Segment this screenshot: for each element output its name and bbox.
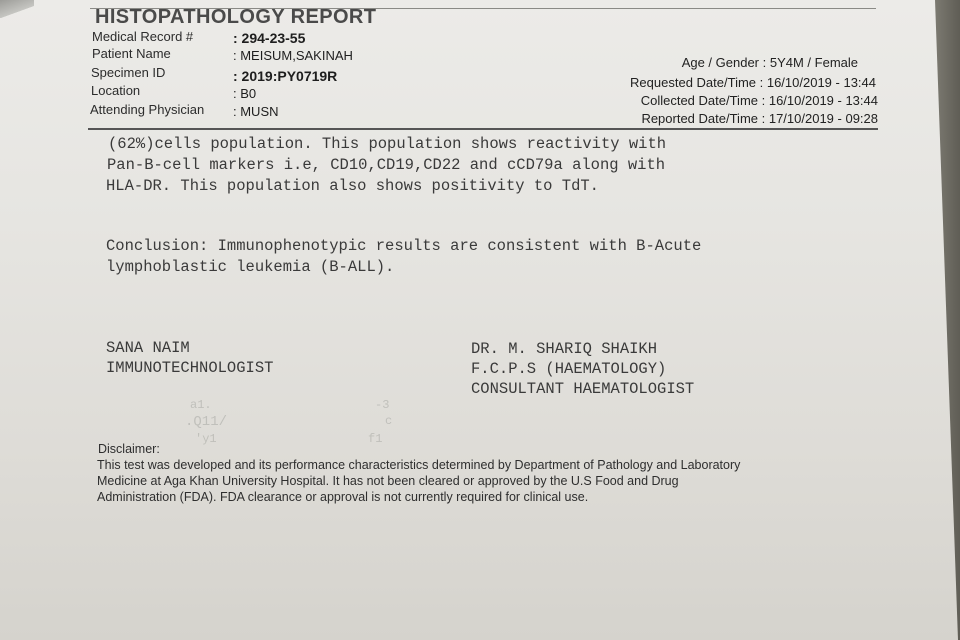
- signatory-left-name: SANA NAIM: [106, 339, 190, 357]
- paper-corner-fold: [0, 0, 34, 18]
- specimen-id-label: Specimen ID: [91, 65, 166, 80]
- signatory-right-name: DR. M. SHARIQ SHAIKH: [471, 340, 658, 358]
- reported-datetime: Reported Date/Time : 17/10/2019 - 09:28: [641, 111, 878, 126]
- conclusion-line-1: Conclusion: Immunophenotypic results are consistent with B-Acute: [106, 237, 702, 255]
- report-title: HISTOPATHOLOGY REPORT: [95, 6, 377, 28]
- age-gender: Age / Gender : 5Y4M / Female: [681, 55, 858, 70]
- medical-record-value: : 294-23-55: [233, 30, 306, 46]
- signatory-right-title: CONSULTANT HAEMATOLOGIST: [471, 380, 695, 398]
- faint-signature-scribble-right: c: [385, 414, 393, 428]
- medical-record-label: Medical Record #: [92, 29, 194, 44]
- faint-signature-scribble-left: .Q11/: [185, 414, 228, 430]
- conclusion-line-2: lymphoblastic leukemia (B-ALL).: [106, 258, 395, 276]
- patient-name-value: : MEISUM,SAKINAH: [233, 48, 353, 63]
- findings-line-1: (62%)cells population. This population shows reactivity with: [108, 135, 667, 153]
- disclaimer-heading: Disclaimer:: [98, 442, 160, 456]
- signatory-right-qualification: F.C.P.S (HAEMATOLOGY): [471, 360, 667, 378]
- disclaimer-line-2: Medicine at Aga Khan University Hospital. It has not been cleared or approved by the U.S Food and Drug: [97, 474, 679, 488]
- faint-signature-mark-right: -3: [375, 398, 390, 412]
- faint-signature-mark-left: a1.: [190, 398, 212, 412]
- patient-name-label: Patient Name: [92, 46, 171, 61]
- location-label: Location: [91, 83, 141, 98]
- collected-datetime: Collected Date/Time : 16/10/2019 - 13:44: [640, 93, 878, 108]
- specimen-id-value: : 2019:PY0719R: [233, 68, 338, 84]
- faint-signature-mark-left-2: 'y1: [195, 432, 217, 446]
- disclaimer-line-3: Administration (FDA). FDA clearance or approval is not currently required for clinical use.: [97, 490, 589, 504]
- header-divider: [88, 128, 878, 130]
- findings-line-2: Pan-B-cell markers i.e, CD10,CD19,CD22 and cCD79a along with: [107, 156, 666, 174]
- physician-label: Attending Physician: [90, 102, 205, 117]
- physician-value: : MUSN: [233, 104, 279, 119]
- findings-line-3: HLA-DR. This population also shows positivity to TdT.: [106, 177, 599, 195]
- faint-signature-mark-right-2: f1: [368, 432, 383, 446]
- disclaimer-line-1: This test was developed and its performance characteristics determined by Department of Pathology and Laboratory: [97, 458, 741, 472]
- requested-datetime: Requested Date/Time : 16/10/2019 - 13:44: [630, 75, 876, 90]
- location-value: : B0: [233, 86, 257, 101]
- signatory-left-title: IMMUNOTECHNOLOGIST: [106, 359, 274, 377]
